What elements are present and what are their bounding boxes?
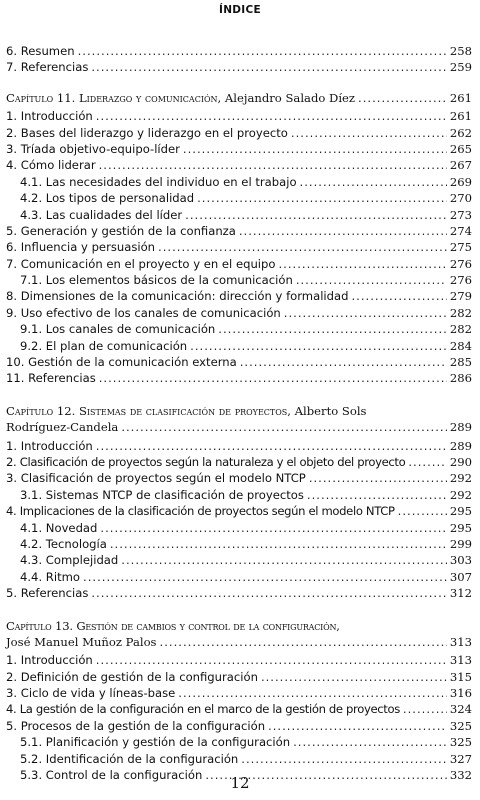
- toc-entry-page: 289: [449, 438, 472, 453]
- dot-leader: [268, 718, 447, 734]
- toc-entry: [6, 685, 472, 701]
- dot-leader: [91, 585, 446, 601]
- toc-entry: [6, 157, 472, 173]
- toc-entry: [6, 223, 472, 239]
- dot-leader: [158, 239, 447, 255]
- toc-entry: [6, 43, 472, 59]
- toc-entry: [6, 354, 472, 370]
- toc-entry-page: 286: [449, 371, 472, 386]
- dot-leader: [408, 454, 446, 470]
- dot-leader: [351, 288, 446, 304]
- toc-entry-label: 4.2. Tecnología: [20, 536, 107, 551]
- dot-leader: [291, 125, 447, 141]
- toc-entry-page: 273: [449, 207, 472, 222]
- toc-entry-page: 315: [449, 669, 472, 684]
- toc-subentry: [6, 536, 472, 552]
- toc-entry: [6, 718, 472, 734]
- toc-entry-page: 276: [449, 273, 472, 288]
- chapter-page: 289: [449, 420, 472, 435]
- toc-entry-label: 7.1. Los elementos básicos de la comunicación: [20, 273, 293, 288]
- toc-entry-page: 282: [449, 305, 472, 320]
- dot-leader: [309, 470, 447, 486]
- toc-entry-label: 2. Definición de gestión de la configuración: [6, 669, 258, 684]
- chapter-11-heading: [6, 90, 472, 106]
- toc-entry-label: 9. Uso efectivo de los canales de comunicación: [6, 305, 281, 320]
- toc-entry-label: 2. Clasificación de proyectos según la naturaleza y el objeto del proyecto: [6, 454, 406, 469]
- chapter-13-heading-cont: [6, 634, 472, 650]
- toc-entry-page: 292: [449, 487, 472, 502]
- toc-entry-label: 7. Referencias: [6, 60, 89, 75]
- toc-entry-page: 269: [449, 174, 472, 189]
- dot-leader: [190, 338, 447, 354]
- toc-entry-label: 1. Introducción: [6, 109, 93, 124]
- toc-subentry: [6, 207, 472, 223]
- toc-entry-page: 313: [449, 653, 472, 668]
- table-of-contents: [6, 43, 472, 783]
- toc-entry: [6, 108, 472, 124]
- toc-entry-label: 4. Cómo liderar: [6, 158, 96, 173]
- chapter-label: Capítulo 11. Liderazgo y comunicación,: [6, 90, 222, 105]
- dot-leader: [398, 503, 447, 519]
- toc-entry-label: 3. Clasificación de proyectos según el modelo NTCP: [6, 471, 306, 486]
- toc-subentry: [6, 569, 472, 585]
- toc-subentry: [6, 751, 472, 767]
- toc-entry-page: 258: [449, 44, 472, 58]
- page-number: 12: [230, 774, 250, 792]
- toc-entry-label: 5. Procesos de la gestión de la configuración: [6, 718, 266, 733]
- chapter-13-heading: [6, 618, 472, 634]
- toc-entry-label: 5.2. Identificación de la configuración: [20, 751, 239, 766]
- dot-leader: [160, 634, 447, 650]
- chapter-author: Alejandro Salado Díez: [224, 90, 356, 105]
- chapter-author: Alberto Sols: [294, 403, 367, 418]
- toc-entry-page: 261: [449, 109, 472, 124]
- toc-subentry: [6, 272, 472, 288]
- toc-entry-label: 4.3. Complejidad: [20, 553, 119, 568]
- dot-leader: [83, 569, 447, 585]
- chapter-12-heading: [6, 403, 472, 419]
- dot-leader: [185, 207, 447, 223]
- dot-leader: [100, 520, 446, 536]
- toc-entry: [6, 305, 472, 321]
- dot-leader: [300, 174, 447, 190]
- chapter-author: José Manuel Muñoz Palos: [6, 634, 157, 649]
- dot-leader: [121, 552, 447, 568]
- toc-entry-label: 6. Influencia y persuasión: [6, 240, 156, 255]
- toc-entry-page: 312: [449, 586, 472, 601]
- toc-entry-page: 284: [449, 338, 472, 353]
- dot-leader: [178, 685, 447, 701]
- toc-entry-label: 2. Bases del liderazgo y liderazgo en el proyecto: [6, 125, 288, 140]
- dot-leader: [296, 272, 447, 288]
- toc-entry-page: 325: [449, 718, 472, 733]
- toc-entry-label: 9.2. El plan de comunicación: [20, 338, 188, 353]
- toc-entry-page: 270: [449, 191, 472, 206]
- toc-entry-label: 4.2. Los tipos de personalidad: [20, 191, 195, 206]
- toc-entry: [6, 438, 472, 454]
- toc-subentry: [6, 190, 472, 206]
- dot-leader: [121, 419, 447, 435]
- toc-entry-page: 276: [449, 256, 472, 271]
- toc-entry-page: 325: [449, 735, 472, 750]
- toc-subentry: [6, 520, 472, 536]
- toc-entry-page: 282: [449, 322, 472, 337]
- toc-entry: [6, 470, 472, 486]
- toc-entry: [6, 256, 472, 272]
- toc-entry: [6, 59, 472, 75]
- toc-subentry: [6, 734, 472, 750]
- toc-entry-label: 3. Ciclo de vida y líneas-base: [6, 686, 176, 701]
- toc-entry-page: 274: [449, 223, 472, 238]
- chapter-label: Capítulo 13. Gestión de cambios y control de la configuración,: [6, 618, 340, 633]
- toc-entry-page: 299: [449, 536, 472, 551]
- dot-leader: [96, 438, 447, 454]
- toc-entry-label: 11. Referencias: [6, 371, 96, 386]
- toc-entry: [6, 652, 472, 668]
- toc-entry-page: 262: [449, 125, 472, 140]
- toc-entry-label: 3.1. Sistemas NTCP de clasificación de proyectos: [20, 487, 304, 502]
- dot-leader: [278, 256, 446, 272]
- toc-entry-label: 4.1. Novedad: [20, 520, 98, 535]
- toc-entry-page: 324: [449, 702, 472, 717]
- dot-leader: [183, 141, 447, 157]
- toc-entry-page: 279: [449, 289, 472, 304]
- dot-leader: [261, 669, 447, 685]
- toc-entry: [6, 288, 472, 304]
- toc-subentry: [6, 487, 472, 503]
- toc-entry: [6, 701, 472, 717]
- toc-entry-label: 3. Tríada objetivo-equipo-líder: [6, 141, 180, 156]
- chapter-label: Capítulo 12. Sistemas de clasificación de proyectos,: [6, 403, 291, 418]
- dot-leader: [96, 652, 447, 668]
- toc-entry-label: 4. La gestión de la configuración en el marco de la gestión de proyectos: [6, 702, 400, 717]
- dot-leader: [218, 321, 447, 337]
- toc-entry-label: 8. Dimensiones de la comunicación: dirección y formalidad: [6, 289, 349, 304]
- toc-entry-page: 265: [449, 141, 472, 156]
- toc-entry-page: 267: [449, 158, 472, 173]
- toc-entry-label: 9.1. Los canales de comunicación: [20, 322, 216, 337]
- dot-leader: [239, 223, 447, 239]
- toc-entry-label: 1. Introducción: [6, 438, 93, 453]
- dot-leader: [197, 190, 447, 206]
- toc-entry-label: 4. Implicaciones de la clasificación de proyectos según el modelo NTCP: [6, 504, 395, 519]
- toc-entry-page: 332: [449, 768, 472, 783]
- toc-entry-page: 295: [449, 504, 472, 519]
- toc-entry-page: 327: [449, 751, 472, 766]
- toc-entry: [6, 370, 472, 386]
- dot-leader: [241, 751, 447, 767]
- toc-entry-label: 5.1. Planificación y gestión de la configuración: [20, 735, 291, 750]
- toc-entry-page: 295: [449, 520, 472, 535]
- dot-leader: [403, 701, 447, 717]
- toc-entry: [6, 454, 472, 470]
- toc-entry-label: 5.3. Control de la configuración: [20, 768, 203, 783]
- dot-leader: [96, 108, 447, 124]
- dot-leader: [99, 157, 447, 173]
- toc-subentry: [6, 552, 472, 568]
- toc-entry: [6, 669, 472, 685]
- toc-entry-label: 5. Referencias: [6, 586, 89, 601]
- dot-leader: [293, 734, 447, 750]
- toc-entry-label: 4.1. Las necesidades del individuo en el trabajo: [20, 174, 297, 189]
- chapter-page: 313: [449, 634, 472, 649]
- dot-leader: [99, 370, 447, 386]
- toc-entry-page: 285: [449, 355, 472, 370]
- chapter-author: Rodríguez-Candela: [6, 420, 119, 435]
- toc-entry-label: 7. Comunicación en el proyecto y en el equipo: [6, 256, 276, 271]
- toc-entry: [6, 239, 472, 255]
- toc-entry-page: 303: [449, 553, 472, 568]
- toc-entry-page: 259: [449, 60, 472, 75]
- toc-entry-page: 275: [449, 240, 472, 255]
- page-header: ÍNDICE: [219, 4, 261, 16]
- chapter-12-heading-cont: [6, 419, 472, 435]
- toc-entry-label: 10. Gestión de la comunicación externa: [6, 355, 237, 370]
- dot-leader: [284, 305, 447, 321]
- toc-entry-label: 4.3. Las cualidades del líder: [20, 207, 183, 222]
- dot-leader: [307, 487, 447, 503]
- toc-entry: [6, 503, 472, 519]
- toc-entry-label: 6. Resumen: [6, 44, 75, 58]
- chapter-page: 261: [449, 90, 472, 105]
- toc-entry-page: 307: [449, 569, 472, 584]
- toc-entry-page: 290: [449, 454, 472, 469]
- dot-leader: [358, 90, 447, 106]
- toc-entry-page: 316: [449, 686, 472, 701]
- toc-entry-label: 5. Generación y gestión de la confianza: [6, 223, 236, 238]
- toc-subentry: [6, 338, 472, 354]
- toc-entry: [6, 125, 472, 141]
- toc-entry-page: 292: [449, 471, 472, 486]
- toc-entry-label: 1. Introducción: [6, 653, 93, 668]
- dot-leader: [240, 354, 447, 370]
- toc-subentry: [6, 321, 472, 337]
- toc-entry: [6, 585, 472, 601]
- toc-entry: [6, 141, 472, 157]
- dot-leader: [91, 59, 446, 75]
- toc-entry-label: 4.4. Ritmo: [20, 569, 81, 584]
- toc-subentry: [6, 174, 472, 190]
- dot-leader: [110, 536, 447, 552]
- dot-leader: [78, 43, 447, 59]
